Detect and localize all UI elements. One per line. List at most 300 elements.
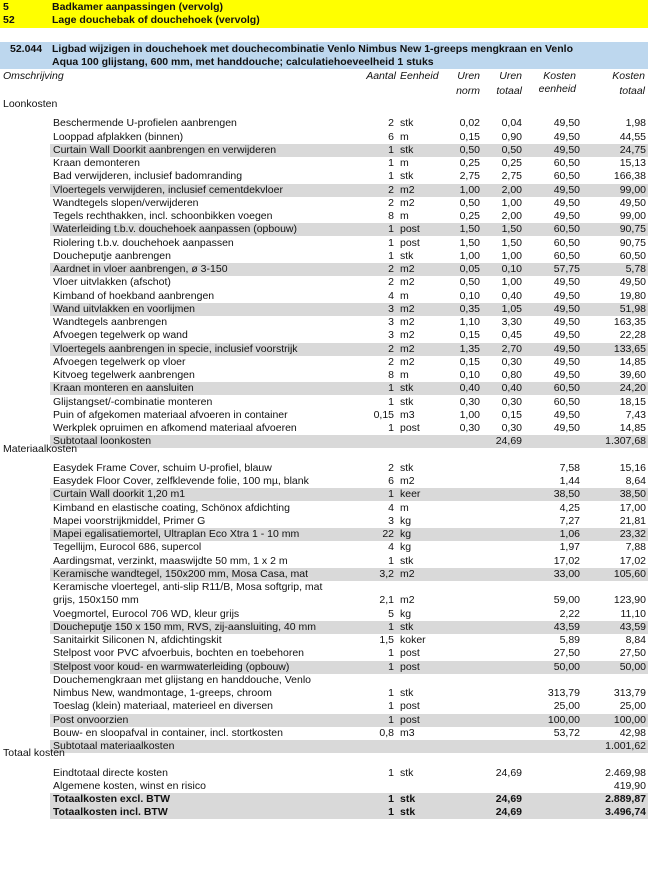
row-description: Stelpost voor koud- en warmwaterleiding (opbouw) bbox=[53, 660, 290, 673]
row-kosten-totaal: 18,15 bbox=[619, 395, 646, 408]
row-uren-totaal: 24,69 bbox=[495, 766, 522, 779]
row-description: Kraan demonteren bbox=[53, 157, 140, 169]
table-row bbox=[50, 700, 648, 713]
row-eenheid: stk bbox=[400, 117, 414, 130]
table-row bbox=[50, 422, 648, 435]
row-description: Mapei egalisatiemortel, Ultraplan Eco Xtra 1 - 10 mm bbox=[53, 528, 300, 540]
chapter-title: Badkamer aanpassingen (vervolg) bbox=[52, 1, 223, 13]
row-eenheid: post bbox=[400, 236, 420, 249]
row-kosten-eenheid: 4,25 bbox=[559, 501, 580, 514]
row-aantal: 3 bbox=[388, 302, 394, 315]
row-uren-norm: 0,50 bbox=[459, 276, 480, 289]
row-eenheid: stk bbox=[400, 461, 414, 474]
row-aantal: 1 bbox=[388, 620, 394, 633]
row-uren-totaal: 1,05 bbox=[501, 302, 522, 315]
row-uren-totaal: 2,00 bbox=[501, 183, 522, 196]
row-eenheid: stk bbox=[400, 170, 414, 183]
row-description: Voegmortel, Eurocol 706 WD, kleur grijs bbox=[53, 607, 240, 620]
table-row bbox=[50, 144, 648, 157]
table-row bbox=[50, 250, 648, 263]
row-eenheid: post bbox=[400, 700, 420, 713]
row-uren-norm: 0,50 bbox=[459, 196, 480, 209]
row-aantal: 3,2 bbox=[379, 567, 394, 580]
row-eenheid: stk bbox=[400, 686, 414, 699]
table-row bbox=[50, 674, 648, 700]
row-uren-totaal: 0,30 bbox=[501, 355, 522, 368]
row-kosten-eenheid: 313,79 bbox=[547, 686, 580, 699]
row-uren-totaal: 0,40 bbox=[501, 382, 522, 395]
total-row bbox=[50, 793, 648, 806]
table-row bbox=[50, 356, 648, 369]
row-uren-totaal: 1,00 bbox=[501, 249, 522, 262]
row-aantal: 2 bbox=[388, 461, 394, 474]
row-eenheid: post bbox=[400, 660, 420, 673]
row-uren-norm: 0,40 bbox=[459, 382, 480, 395]
row-aantal: 1 bbox=[388, 249, 394, 262]
row-description: Wandtegels aanbrengen bbox=[53, 316, 168, 328]
row-eenheid: kg bbox=[400, 607, 412, 620]
row-eenheid: stk bbox=[400, 806, 416, 819]
row-kosten-eenheid: 49,50 bbox=[553, 422, 580, 434]
row-description: Vloertegels verwijderen, inclusief cementdekvloer bbox=[53, 183, 283, 196]
row-eenheid: stk bbox=[400, 620, 414, 633]
row-description: Stelpost voor PVC afvoerbuis, bochten en toebehoren bbox=[53, 647, 304, 660]
row-eenheid: m bbox=[400, 157, 409, 169]
row-aantal: 8 bbox=[388, 369, 394, 381]
row-kosten-totaal: 99,00 bbox=[619, 183, 646, 196]
col-aantal: Aantal bbox=[366, 70, 396, 82]
row-kosten-eenheid: 43,59 bbox=[553, 620, 580, 633]
row-kosten-totaal: 11,10 bbox=[620, 607, 646, 620]
table-row bbox=[50, 621, 648, 634]
row-kosten-eenheid: 1,06 bbox=[559, 528, 580, 540]
total-row bbox=[50, 767, 648, 780]
row-kosten-eenheid: 60,50 bbox=[553, 223, 580, 236]
row-uren-totaal: 0,30 bbox=[501, 422, 522, 434]
table-row bbox=[50, 131, 648, 144]
row-uren-norm: 0,25 bbox=[459, 210, 480, 222]
row-description: Keramische wandtegel, 150x200 mm, Mosa Casa, mat bbox=[53, 567, 309, 580]
row-kosten-eenheid: 60,50 bbox=[553, 382, 580, 395]
section-materiaalkosten: Materiaalkosten bbox=[3, 442, 78, 455]
table-row bbox=[50, 157, 648, 170]
row-uren-totaal: 0,10 bbox=[501, 263, 522, 275]
row-eenheid: kg bbox=[400, 541, 412, 554]
row-uren-totaal: 1,00 bbox=[501, 276, 522, 289]
row-uren-norm: 0,50 bbox=[459, 143, 480, 156]
row-kosten-totaal: 42,98 bbox=[619, 726, 646, 739]
row-kosten-totaal: 24,75 bbox=[619, 143, 646, 156]
col-uren-totaal-1: Uren bbox=[499, 70, 522, 82]
row-kosten-eenheid: 60,50 bbox=[553, 236, 580, 249]
row-aantal: 1 bbox=[388, 806, 394, 819]
row-description: Riolering t.b.v. douchehoek aanpassen bbox=[53, 236, 234, 249]
row-uren-norm: 0,05 bbox=[459, 263, 480, 275]
row-description-cont: Nimbus New, wandmontage, 1-greeps, chroom bbox=[53, 686, 272, 699]
table-row bbox=[50, 210, 648, 223]
row-kosten-totaal: 49,50 bbox=[619, 276, 646, 289]
row-aantal: 1 bbox=[388, 422, 394, 434]
row-uren-totaal: 1,00 bbox=[501, 196, 522, 209]
row-uren-totaal: 3,30 bbox=[501, 316, 522, 328]
table-row bbox=[50, 343, 648, 356]
row-eenheid: m bbox=[400, 130, 409, 143]
row-eenheid: m2 bbox=[400, 183, 415, 196]
row-aantal: 1 bbox=[388, 143, 394, 156]
table-row bbox=[50, 223, 648, 236]
row-uren-totaal: 24,69 bbox=[495, 793, 522, 805]
row-uren-norm: 0,25 bbox=[459, 157, 480, 169]
row-kosten-eenheid: 1,44 bbox=[559, 475, 580, 487]
chapter-number: 5 bbox=[3, 1, 9, 13]
row-uren-norm: 0,15 bbox=[459, 130, 480, 143]
col-kosten-totaal-2: totaal bbox=[619, 85, 645, 97]
row-description: Totaalkosten incl. BTW bbox=[53, 806, 168, 819]
row-uren-norm: 1,10 bbox=[459, 316, 480, 328]
row-eenheid: post bbox=[400, 713, 420, 726]
row-kosten-eenheid: 38,50 bbox=[553, 488, 580, 501]
table-row bbox=[50, 462, 648, 475]
row-kosten-totaal: 22,28 bbox=[619, 329, 646, 342]
row-kosten-totaal: 99,00 bbox=[619, 210, 646, 222]
row-aantal: 2 bbox=[388, 276, 394, 289]
row-eenheid: stk bbox=[400, 249, 414, 262]
row-aantal: 6 bbox=[388, 130, 394, 143]
row-kosten-eenheid: 60,50 bbox=[553, 249, 580, 262]
row-eenheid: m2 bbox=[400, 302, 415, 315]
subchapter-number: 52 bbox=[3, 14, 15, 26]
row-aantal: 1 bbox=[388, 236, 394, 249]
table-row bbox=[50, 184, 648, 197]
row-uren-norm: 0,10 bbox=[459, 369, 480, 381]
row-description: Glijstangset/-combinatie monteren bbox=[53, 395, 213, 408]
row-kosten-totaal: 50,00 bbox=[619, 660, 646, 673]
row-description: Waterleiding t.b.v. douchehoek aanpassen (opbouw) bbox=[53, 223, 297, 236]
row-description: Curtain Wall doorkit 1,20 m1 bbox=[53, 488, 186, 501]
row-aantal: 1 bbox=[388, 686, 394, 699]
row-kosten-totaal: 23,32 bbox=[619, 528, 646, 540]
row-kosten-totaal: 8,64 bbox=[625, 475, 646, 487]
row-aantal: 0,8 bbox=[379, 726, 394, 739]
row-kosten-eenheid: 49,50 bbox=[553, 369, 580, 381]
table-row bbox=[50, 634, 648, 647]
row-eenheid: m2 bbox=[400, 329, 415, 342]
row-uren-norm: 0,30 bbox=[459, 395, 480, 408]
total-row bbox=[50, 806, 648, 819]
row-description-cont: grijs, 150x150 mm bbox=[53, 594, 139, 606]
row-description: Aardnet in vloer aanbrengen, ø 3-150 bbox=[53, 263, 228, 275]
row-description: Vloer uitvlakken (afschot) bbox=[53, 276, 171, 289]
table-row bbox=[50, 170, 648, 183]
row-aantal: 1 bbox=[388, 395, 394, 408]
row-description: Subtotaal loonkosten bbox=[53, 435, 152, 448]
row-aantal: 1 bbox=[388, 766, 394, 779]
row-kosten-eenheid: 60,50 bbox=[553, 157, 580, 169]
table-row bbox=[50, 528, 648, 541]
table-row bbox=[50, 727, 648, 740]
row-kosten-totaal: 1,98 bbox=[625, 117, 646, 130]
row-kosten-eenheid: 60,50 bbox=[553, 395, 580, 408]
row-uren-norm: 0,15 bbox=[459, 355, 480, 368]
row-kosten-totaal: 49,50 bbox=[619, 196, 646, 209]
subchapter-title: Lage douchebak of douchehoek (vervolg) bbox=[52, 14, 260, 26]
row-kosten-eenheid: 53,72 bbox=[553, 726, 580, 739]
row-kosten-totaal: 51,98 bbox=[619, 302, 646, 315]
row-uren-norm: 1,50 bbox=[459, 236, 480, 249]
row-kosten-eenheid: 50,00 bbox=[553, 660, 580, 673]
row-description: Bouw- en sloopafval in container, incl. stortkosten bbox=[53, 726, 283, 739]
row-kosten-eenheid: 1,97 bbox=[559, 541, 580, 554]
table-row bbox=[50, 502, 648, 515]
table-row bbox=[50, 475, 648, 488]
row-uren-norm: 2,75 bbox=[459, 170, 480, 183]
row-description: Easydek Floor Cover, zelfklevende folie, 100 mµ, blank bbox=[53, 475, 309, 487]
row-uren-totaal: 0,25 bbox=[501, 157, 522, 169]
row-kosten-totaal: 419,90 bbox=[613, 779, 646, 792]
row-aantal: 3 bbox=[388, 316, 394, 328]
row-aantal: 1,5 bbox=[379, 634, 394, 646]
row-description: Tegellijm, Eurocol 686, supercol bbox=[53, 541, 202, 554]
row-uren-totaal: 0,90 bbox=[501, 130, 522, 143]
item-title-line1: Ligbad wijzigen in douchehoek met douchecombinatie Venlo Nimbus New 1-greeps mengkraan en Venlo bbox=[52, 43, 574, 55]
row-kosten-eenheid: 49,50 bbox=[553, 408, 580, 421]
row-kosten-eenheid: 49,50 bbox=[553, 117, 580, 130]
row-kosten-totaal: 24,20 bbox=[619, 382, 646, 395]
row-kosten-totaal: 2.469,98 bbox=[605, 766, 646, 779]
row-eenheid: m3 bbox=[400, 408, 415, 421]
row-aantal: 4 bbox=[388, 289, 394, 302]
row-kosten-eenheid: 27,50 bbox=[553, 647, 580, 660]
row-kosten-eenheid: 49,50 bbox=[553, 183, 580, 196]
row-eenheid: m2 bbox=[400, 342, 415, 355]
table-row bbox=[50, 568, 648, 581]
row-aantal: 1 bbox=[388, 170, 394, 183]
subtotal-loonkosten bbox=[50, 435, 648, 448]
col-kosten-eenheid-2: eenheid bbox=[538, 83, 576, 95]
row-description: Beschermende U-profielen aanbrengen bbox=[53, 117, 237, 130]
row-description: Toeslag (klein) materiaal, materieel en diversen bbox=[53, 700, 274, 713]
row-kosten-totaal: 21,81 bbox=[619, 514, 646, 527]
row-description: Bad verwijderen, inclusief badomranding bbox=[53, 170, 243, 183]
row-description: Post onvoorzien bbox=[53, 713, 129, 726]
table-row bbox=[50, 237, 648, 250]
row-aantal: 1 bbox=[388, 713, 394, 726]
row-uren-norm: 0,15 bbox=[459, 329, 480, 342]
col-kosten-totaal-1: Kosten bbox=[612, 70, 645, 82]
row-description: Looppad afplakken (binnen) bbox=[53, 130, 184, 143]
column-header bbox=[0, 69, 661, 101]
row-aantal: 1 bbox=[388, 647, 394, 660]
row-uren-totaal: 0,45 bbox=[501, 329, 522, 342]
row-aantal: 1 bbox=[388, 382, 394, 395]
row-kosten-eenheid: 60,50 bbox=[553, 170, 580, 183]
item-banner bbox=[0, 42, 648, 69]
row-aantal: 1 bbox=[388, 660, 394, 673]
row-kosten-totaal: 7,43 bbox=[625, 408, 646, 421]
row-eenheid: stk bbox=[400, 382, 414, 395]
table-row bbox=[50, 488, 648, 501]
row-kosten-eenheid: 49,50 bbox=[553, 316, 580, 328]
col-uren-norm-1: Uren bbox=[457, 70, 480, 82]
row-kosten-eenheid: 49,50 bbox=[553, 143, 580, 156]
row-aantal: 4 bbox=[388, 501, 394, 514]
row-eenheid: m2 bbox=[400, 196, 415, 209]
row-uren-totaal: 2,75 bbox=[501, 170, 522, 183]
row-uren-norm: 1,00 bbox=[459, 183, 480, 196]
table-row bbox=[50, 316, 648, 329]
row-kosten-totaal: 133,65 bbox=[613, 342, 646, 355]
row-description: Afvoegen tegelwerk op wand bbox=[53, 329, 188, 342]
row-aantal: 3 bbox=[388, 329, 394, 342]
row-kosten-totaal: 2.889,87 bbox=[605, 793, 646, 805]
row-aantal: 2 bbox=[388, 117, 394, 130]
col-uren-totaal-2: totaal bbox=[496, 85, 522, 97]
row-kosten-eenheid: 49,50 bbox=[553, 289, 580, 302]
row-kosten-totaal: 8,84 bbox=[625, 634, 646, 646]
row-kosten-eenheid: 7,58 bbox=[559, 461, 580, 474]
row-aantal: 0,15 bbox=[373, 408, 394, 421]
row-kosten-eenheid: 5,89 bbox=[559, 634, 580, 646]
row-description: Afvoegen tegelwerk op vloer bbox=[53, 355, 186, 368]
row-kosten-eenheid: 49,50 bbox=[553, 355, 580, 368]
row-uren-totaal: 0,50 bbox=[501, 143, 522, 156]
row-aantal: 2 bbox=[388, 342, 394, 355]
row-kosten-totaal: 15,13 bbox=[619, 157, 646, 169]
row-description: Wandtegels slopen/verwijderen bbox=[53, 196, 199, 209]
table-row bbox=[50, 714, 648, 727]
row-kosten-eenheid: 49,50 bbox=[553, 302, 580, 315]
row-kosten-totaal: 105,60 bbox=[613, 567, 646, 580]
row-aantal: 2 bbox=[388, 196, 394, 209]
row-description: Vloertegels aanbrengen in specie, inclusief voorstrijk bbox=[53, 342, 298, 355]
row-aantal: 6 bbox=[388, 475, 394, 487]
row-uren-totaal: 0,40 bbox=[501, 289, 522, 302]
table-row bbox=[50, 608, 648, 621]
row-uren-norm: 0,30 bbox=[459, 422, 480, 434]
row-eenheid: m2 bbox=[400, 355, 415, 368]
row-kosten-eenheid: 2,22 bbox=[559, 607, 580, 620]
table-row bbox=[50, 661, 648, 674]
row-uren-norm: 0,02 bbox=[459, 117, 480, 130]
row-eenheid: m2 bbox=[400, 263, 415, 275]
row-kosten-totaal: 1.001,62 bbox=[605, 740, 646, 752]
table-row bbox=[50, 303, 648, 316]
row-kosten-totaal: 100,00 bbox=[613, 713, 646, 726]
row-aantal: 22 bbox=[382, 528, 394, 540]
row-aantal: 2 bbox=[388, 355, 394, 368]
row-aantal: 1 bbox=[388, 793, 394, 805]
row-description: Subtotaal materiaalkosten bbox=[53, 740, 175, 752]
row-uren-totaal: 1,50 bbox=[501, 236, 522, 249]
row-eenheid: m bbox=[400, 289, 409, 302]
row-eenheid: post bbox=[400, 422, 420, 434]
row-description: Keramische vloertegel, anti-slip R11/B, Mosa softgrip, mat bbox=[53, 581, 323, 593]
row-eenheid: m bbox=[400, 210, 409, 222]
col-omschrijving: Omschrijving bbox=[3, 70, 64, 82]
table-row bbox=[50, 263, 648, 276]
row-eenheid: kg bbox=[400, 514, 412, 527]
row-kosten-eenheid: 59,00 bbox=[553, 594, 580, 606]
item-title-line2: Aqua 100 glijstang, 600 mm, met handdouche; calculatiehoeveelheid 1 stuks bbox=[52, 56, 434, 68]
row-description: Tegels rechthakken, incl. schoonbikken voegen bbox=[53, 210, 273, 222]
row-description: Sanitairkit Siliconen N, afdichtingskit bbox=[53, 634, 222, 646]
row-kosten-totaal: 313,79 bbox=[613, 686, 646, 699]
row-uren-norm: 1,35 bbox=[459, 342, 480, 355]
item-code: 52.044 bbox=[10, 43, 43, 55]
row-eenheid: m3 bbox=[400, 726, 415, 739]
row-uren-norm: 0,35 bbox=[459, 302, 480, 315]
total-row bbox=[50, 780, 648, 793]
row-eenheid: stk bbox=[400, 766, 414, 779]
row-uren-totaal: 0,30 bbox=[501, 395, 522, 408]
row-kosten-totaal: 43,59 bbox=[619, 620, 646, 633]
row-uren-totaal: 24,69 bbox=[495, 435, 522, 448]
row-kosten-totaal: 27,50 bbox=[619, 647, 646, 660]
row-eenheid: m2 bbox=[400, 567, 415, 580]
row-eenheid: stk bbox=[400, 554, 414, 567]
table-row bbox=[50, 396, 648, 409]
row-aantal: 1 bbox=[388, 223, 394, 236]
row-eenheid: post bbox=[400, 647, 420, 660]
table-row bbox=[50, 117, 648, 130]
col-kosten-eenheid-1: Kosten bbox=[543, 70, 576, 82]
row-kosten-eenheid: 100,00 bbox=[547, 713, 580, 726]
row-eenheid: stk bbox=[400, 793, 416, 805]
row-kosten-eenheid: 49,50 bbox=[553, 342, 580, 355]
row-uren-totaal: 0,80 bbox=[501, 369, 522, 381]
row-kosten-eenheid: 49,50 bbox=[553, 210, 580, 222]
row-uren-totaal: 2,00 bbox=[501, 210, 522, 222]
table-row bbox=[50, 329, 648, 342]
row-kosten-totaal: 14,85 bbox=[619, 355, 646, 368]
row-kosten-eenheid: 7,27 bbox=[559, 514, 580, 527]
table-row bbox=[50, 581, 648, 607]
row-eenheid: keer bbox=[400, 488, 421, 501]
row-eenheid: m2 bbox=[400, 594, 415, 606]
row-kosten-eenheid: 33,00 bbox=[553, 567, 580, 580]
table-row bbox=[50, 647, 648, 660]
row-eenheid: koker bbox=[400, 634, 426, 646]
section-totaal: Totaal kosten bbox=[3, 747, 65, 760]
section-loonkosten: Loonkosten bbox=[3, 98, 58, 110]
row-description: Curtain Wall Doorkit aanbrengen en verwijderen bbox=[53, 143, 277, 156]
row-kosten-totaal: 123,90 bbox=[613, 594, 646, 606]
row-eenheid: m2 bbox=[400, 316, 415, 328]
row-description: Werkplek opruimen en afkomend materiaal afvoeren bbox=[53, 422, 297, 434]
row-kosten-totaal: 15,16 bbox=[619, 461, 646, 474]
row-uren-norm: 0,10 bbox=[459, 289, 480, 302]
row-kosten-totaal: 44,55 bbox=[619, 130, 646, 143]
table-row bbox=[50, 555, 648, 568]
row-uren-totaal: 24,69 bbox=[495, 806, 522, 819]
row-kosten-totaal: 60,50 bbox=[619, 249, 646, 262]
row-kosten-totaal: 19,80 bbox=[619, 289, 646, 302]
row-description: Doucheputje 150 x 150 mm, RVS, zij-aansluiting, 40 mm bbox=[53, 620, 317, 633]
row-kosten-eenheid: 25,00 bbox=[553, 700, 580, 713]
row-kosten-totaal: 39,60 bbox=[619, 369, 646, 381]
row-kosten-totaal: 5,78 bbox=[625, 263, 646, 275]
row-uren-norm: 1,00 bbox=[459, 249, 480, 262]
row-uren-totaal: 1,50 bbox=[501, 223, 522, 236]
row-aantal: 3 bbox=[388, 514, 394, 527]
row-aantal: 1 bbox=[388, 700, 394, 713]
row-kosten-totaal: 14,85 bbox=[619, 422, 646, 434]
row-uren-norm: 1,00 bbox=[459, 408, 480, 421]
row-kosten-totaal: 90,75 bbox=[619, 223, 646, 236]
row-kosten-totaal: 163,35 bbox=[613, 316, 646, 328]
table-row bbox=[50, 197, 648, 210]
row-kosten-eenheid: 49,50 bbox=[553, 276, 580, 289]
